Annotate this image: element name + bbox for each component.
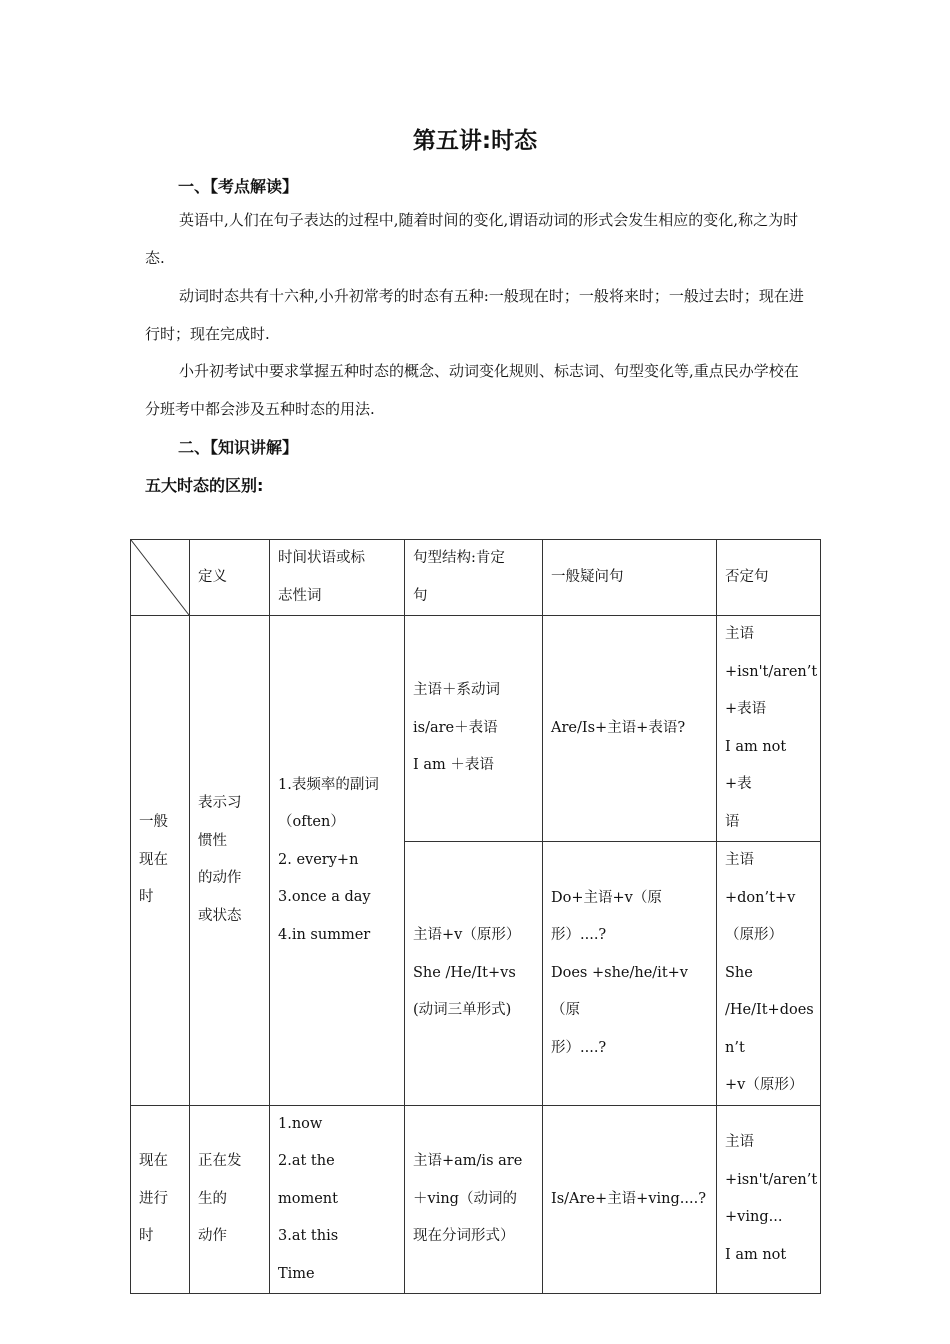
tense-comparison-table	[130, 539, 821, 1294]
simple-present-be-positive: 主语＋系动词 is/are＋表语 I am ＋表语	[405, 616, 543, 842]
simple-present-be-negative: 主语 +isn't/aren’t +表语 I am not +表 语	[717, 616, 821, 842]
header-general-question: 一般疑问句	[543, 540, 717, 616]
simple-present-name: 一般 现在 时	[131, 616, 190, 1106]
section-heading-knowledge: 二、【知识讲解】	[178, 438, 299, 457]
intro-paragraph-2: 动词时态共有十六种,小升初常考的时态有五种:一般现在时；一般将来时；一般过去时；现在进行时；现在完成时.	[145, 287, 804, 343]
simple-present-verb-positive: 主语+v（原形） She /He/It+vs (动词三单形式)	[405, 842, 543, 1106]
table-caption: 五大时态的区别:	[145, 476, 264, 495]
present-continuous-name: 现在 进行 时	[131, 1105, 190, 1294]
present-continuous-positive: 主语+am/is are ＋ving（动词的 现在分词形式）	[405, 1105, 543, 1294]
table-header-row	[131, 540, 821, 616]
present-continuous-markers: 1.now 2.at the moment 3.at this Time	[270, 1105, 405, 1294]
section-heading-exam-points: 一、【考点解读】	[178, 177, 299, 196]
simple-present-verb-negative: 主语 +don’t+v （原形） She /He/It+does n’t +v（原形）	[717, 842, 821, 1106]
simple-present-row-be	[131, 616, 821, 842]
simple-present-be-question: Are/Is+主语+表语?	[543, 616, 717, 842]
simple-present-definition: 表示习 惯性 的动作 或状态	[190, 616, 270, 1106]
present-continuous-question: Is/Are+主语+ving....?	[543, 1105, 717, 1294]
present-continuous-row	[131, 1105, 821, 1294]
header-time-markers: 时间状语或标 志性词	[270, 540, 405, 616]
present-continuous-definition: 正在发 生的 动作	[190, 1105, 270, 1294]
header-definition: 定义	[190, 540, 270, 616]
header-positive-structure: 句型结构:肯定 句	[405, 540, 543, 616]
present-continuous-negative: 主语 +isn't/aren’t +ving... I am not	[717, 1105, 821, 1294]
simple-present-verb-question: Do+主语+v（原 形）....? Does +she/he/it+v（原 形）....?	[543, 842, 717, 1106]
simple-present-markers: 1.表频率的副词 （often） 2. every+n 3.once a day 4.in summer	[270, 616, 405, 1106]
page-title: 第五讲:时态	[412, 128, 538, 154]
diagonal-header-cell	[131, 540, 190, 616]
header-negative: 否定句	[717, 540, 821, 616]
intro-paragraph-1: 英语中,人们在句子表达的过程中,随着时间的变化,谓语动词的形式会发生相应的变化,称之为时态.	[145, 211, 799, 267]
intro-paragraph-3: 小升初考试中要求掌握五种时态的概念、动词变化规则、标志词、句型变化等,重点民办学校在分班考中都会涉及五种时态的用法.	[145, 362, 799, 418]
